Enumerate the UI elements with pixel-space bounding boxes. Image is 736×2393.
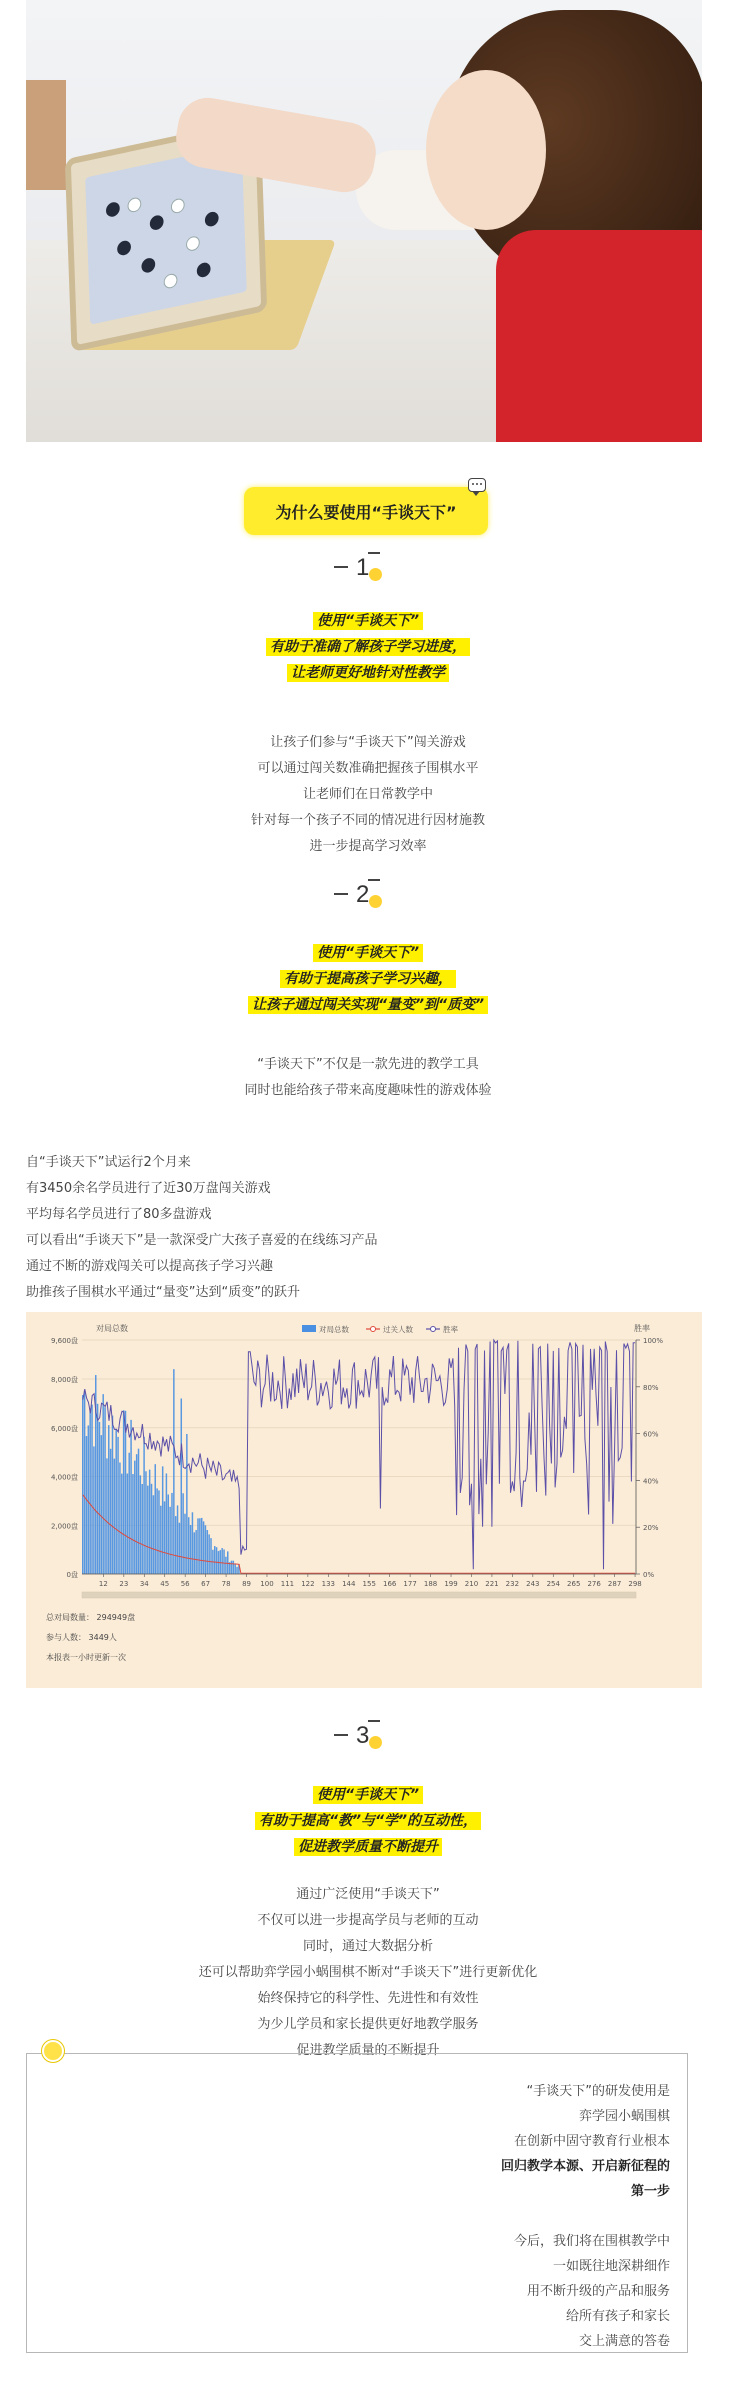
right-tick-label: 40% — [643, 1477, 659, 1486]
x-tick-label: 232 — [505, 1580, 520, 1588]
games-bar — [156, 1488, 157, 1574]
left-tick-label: 9,600盘 — [50, 1337, 78, 1345]
page-title: 为什么要使用“手谈天下” — [244, 487, 488, 535]
games-bar — [188, 1517, 189, 1574]
games-bar — [181, 1398, 182, 1574]
chart-legend — [302, 1324, 458, 1334]
games-bar — [231, 1561, 232, 1574]
games-bar — [192, 1512, 193, 1574]
section-2-body: “手谈天下”不仅是一款先进的教学工具 同时也能给孩子带来高度趣味性的游戏体验 — [244, 1057, 492, 1098]
stats-chart-panel — [26, 1312, 702, 1688]
legend-swatch-dot — [371, 1327, 376, 1332]
games-bar — [236, 1567, 237, 1574]
left-tick-label: 2,000盘 — [50, 1522, 78, 1531]
games-bar — [207, 1530, 208, 1574]
games-bar — [138, 1449, 139, 1574]
x-tick-label: 89 — [242, 1580, 251, 1588]
trial-stats-text: 自“手谈天下”试运行2个月来 有3450余名学员进行了近30万盘闯关游戏 平均每名学员进行了80多盘游戏 可以看出“手谈天下”是一款深受广大孩子喜爱的在线练习产品 通过不断的游戏闯关可以提高孩子学习兴趣 助推孩子围棋水平通过“量变”达到“质变”的跃升 — [26, 1155, 378, 1300]
games-bar — [106, 1458, 107, 1574]
hero-photo — [26, 0, 702, 442]
games-bar — [162, 1466, 163, 1574]
chart-footer-participants: 参与人数： 3449人 — [46, 1633, 117, 1642]
games-bar — [234, 1563, 235, 1574]
games-bar — [145, 1471, 146, 1574]
x-tick-label: 34 — [139, 1580, 149, 1588]
games-bar — [166, 1473, 167, 1574]
legend-label: 胜率 — [443, 1325, 458, 1334]
games-bar — [123, 1410, 124, 1574]
games-bar — [182, 1493, 183, 1574]
x-tick-label: 100 — [260, 1580, 274, 1588]
games-bar — [223, 1549, 224, 1574]
games-bar — [128, 1453, 129, 1574]
x-tick-label: 287 — [607, 1580, 622, 1588]
x-tick-label: 45 — [160, 1580, 170, 1588]
x-tick-label: 265 — [567, 1580, 581, 1588]
section-3-heading: 使用“手谈天下” 有助于提高“教”与“学”的互动性， 促进教学质量不断提升 — [0, 1782, 736, 1860]
x-tick-label: 243 — [526, 1580, 540, 1588]
section-number-1: 1 — [328, 550, 408, 590]
x-tick-label: 111 — [280, 1580, 295, 1588]
left-tick-label: 8,000盘 — [50, 1376, 78, 1384]
x-tick-label: 122 — [301, 1580, 315, 1588]
legend-label: 过关人数 — [383, 1325, 413, 1334]
games-bar — [132, 1474, 133, 1574]
games-bar — [201, 1518, 202, 1574]
chat-bubble-icon — [468, 478, 486, 492]
chart-zoom-slider[interactable] — [82, 1592, 636, 1598]
right-tick-label: 80% — [643, 1383, 659, 1392]
games-bar — [125, 1411, 126, 1574]
games-bar — [216, 1547, 217, 1574]
games-bar — [121, 1474, 122, 1574]
right-tick-label: 60% — [643, 1430, 659, 1439]
x-tick-label: 23 — [119, 1580, 129, 1588]
games-bar — [143, 1437, 144, 1574]
games-bar — [104, 1407, 105, 1574]
slider-window — [82, 1592, 636, 1598]
left-tick-label: 0盘 — [66, 1571, 78, 1579]
games-bar — [214, 1546, 215, 1574]
left-tick-label: 6,000盘 — [50, 1424, 78, 1433]
games-bar — [179, 1523, 180, 1574]
left-tick-label: 4,000盘 — [50, 1473, 78, 1482]
games-bar — [101, 1435, 102, 1574]
right-tick-label: 100% — [643, 1337, 664, 1345]
games-bar — [227, 1551, 228, 1574]
x-tick-label: 12 — [98, 1580, 108, 1588]
quote-decoration-dot — [42, 2040, 64, 2062]
games-bar — [168, 1495, 169, 1574]
x-tick-label: 298 — [628, 1580, 642, 1588]
games-bar — [93, 1446, 94, 1574]
games-bar — [112, 1416, 113, 1574]
right-tick-label: 20% — [643, 1524, 659, 1533]
games-bar — [141, 1484, 142, 1574]
games-bar — [205, 1525, 206, 1574]
x-tick-label: 221 — [485, 1580, 499, 1588]
stats-chart — [26, 1312, 702, 1688]
legend-swatch-games — [302, 1325, 316, 1332]
games-bar — [119, 1463, 120, 1574]
games-bar — [195, 1530, 196, 1574]
games-bar — [173, 1369, 174, 1574]
games-bar — [99, 1422, 100, 1574]
games-bar — [102, 1394, 103, 1574]
section-1-body: 让孩子们参与“手谈天下”闯关游戏 可以通过闯关数准确把握孩子围棋水平 让老师们在日常教学中 针对每一个孩子不同的情况进行因材施教 进一步提高学习效率 — [250, 735, 485, 854]
games-bar — [115, 1429, 116, 1574]
x-tick-label: 78 — [221, 1580, 231, 1588]
games-bar — [88, 1425, 89, 1574]
games-bar — [97, 1404, 98, 1574]
section-number-2: 2 — [328, 877, 408, 917]
x-tick-label: 133 — [321, 1580, 336, 1588]
games-bar — [117, 1437, 118, 1574]
x-tick-label: 56 — [180, 1580, 190, 1588]
games-bar — [160, 1506, 161, 1574]
games-bar — [203, 1521, 204, 1574]
x-tick-label: 177 — [403, 1580, 417, 1588]
chart-footer-total: 总对局数量： 294949盘 — [46, 1613, 136, 1622]
section-2-heading: 使用“手谈天下” 有助于提高孩子学习兴趣， 让孩子通过闯关实现“量变”到“质变” — [0, 940, 736, 1018]
section-number-3: 3 — [328, 1718, 408, 1758]
games-bar — [177, 1505, 178, 1574]
games-bar — [82, 1395, 83, 1574]
right-axis-label: 胜率 — [634, 1324, 650, 1333]
games-bar — [158, 1490, 159, 1574]
right-tick-label: 0% — [643, 1571, 655, 1579]
games-bar — [147, 1486, 148, 1574]
closing-quote-text: “手谈天下”的研发使用是 弈学园小蜗围棋 在创新中固守教育行业根本 回归教学本源、开启新征程的 第一步 今后，我们将在围棋教学中 一如既往地深耕细作 用不断升级的产品和服务 给所有孩子和家长 交上满意的答卷 — [500, 2084, 670, 2349]
games-bar — [130, 1420, 131, 1574]
x-tick-label: 276 — [587, 1580, 601, 1588]
games-bar — [194, 1532, 195, 1574]
games-bar — [184, 1514, 185, 1574]
games-bar — [171, 1493, 172, 1574]
left-axis-label: 对局总数 — [96, 1324, 128, 1333]
x-tick-label: 144 — [342, 1580, 356, 1588]
games-bar — [108, 1425, 109, 1574]
section-1-heading: 使用“手谈天下” 有助于准确了解孩子学习进度， 让老师更好地针对性教学 — [0, 608, 736, 686]
games-bar — [208, 1534, 209, 1574]
x-tick-label: 155 — [362, 1580, 376, 1588]
games-bar — [169, 1507, 170, 1574]
games-bar — [140, 1475, 141, 1574]
x-tick-label: 188 — [423, 1580, 438, 1588]
legend-swatch-dot — [431, 1327, 436, 1332]
x-tick-label: 67 — [201, 1580, 211, 1588]
games-bar — [89, 1408, 90, 1574]
games-bar — [149, 1470, 150, 1574]
games-bar — [84, 1390, 85, 1574]
games-bar — [151, 1484, 152, 1574]
games-bar — [221, 1548, 222, 1574]
games-bar — [164, 1501, 165, 1574]
x-tick-label: 254 — [546, 1580, 560, 1588]
games-bar — [225, 1557, 226, 1574]
chart-footer-note: 本报表一小时更新一次 — [46, 1653, 126, 1662]
games-bar — [155, 1464, 156, 1574]
games-bar — [199, 1518, 200, 1574]
x-tick-label: 199 — [444, 1580, 458, 1588]
games-bar — [197, 1518, 198, 1574]
x-tick-label: 210 — [464, 1580, 479, 1588]
games-bar — [190, 1525, 191, 1574]
games-bar — [153, 1495, 154, 1574]
games-bar — [175, 1516, 176, 1574]
legend-label: 对局总数 — [319, 1325, 349, 1334]
games-bar — [110, 1449, 111, 1574]
games-bar — [114, 1459, 115, 1574]
games-bar — [91, 1405, 92, 1574]
games-bar — [220, 1550, 221, 1574]
section-3-body: 通过广泛使用“手谈天下” 不仅可以进一步提高学员与老师的互动 同时，通过大数据分析 还可以帮助弈学园小蜗围棋不断对“手谈天下”进行更新优化 始终保持它的科学性、先进性和有效性 为少儿学员和家长提供更好地教学服务 促进教学质量的不断提升 — [198, 1887, 538, 2058]
games-bar — [186, 1434, 187, 1574]
x-tick-label: 166 — [382, 1580, 397, 1588]
games-bar — [233, 1561, 234, 1574]
games-bar — [134, 1461, 135, 1574]
games-bar — [210, 1538, 211, 1574]
games-bar — [127, 1474, 128, 1574]
games-bar — [86, 1436, 87, 1574]
games-bar — [136, 1454, 137, 1574]
